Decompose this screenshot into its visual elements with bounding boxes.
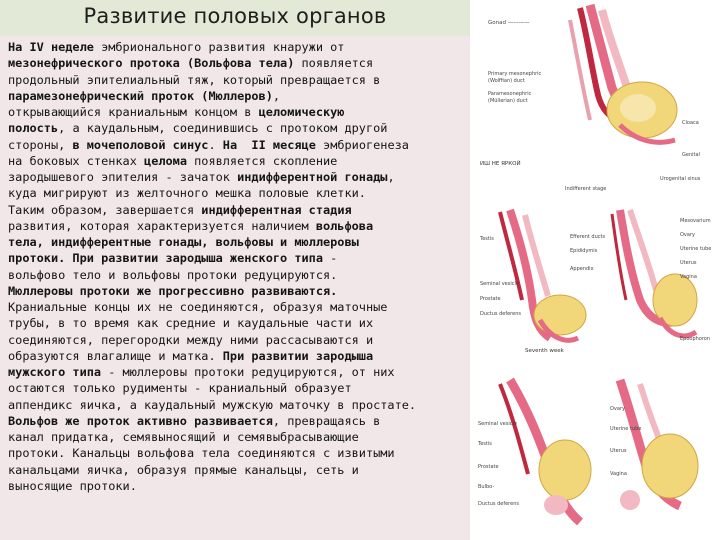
label-bulbourethral: Bulbo- bbox=[478, 484, 495, 490]
text-run: развития, которая характеризуется наличием bbox=[8, 218, 309, 233]
label-seminal-vesicle: Seminal vesicle bbox=[480, 281, 519, 287]
bold-text-run: На II месяце bbox=[222, 137, 316, 152]
figure-panel-male bbox=[479, 210, 605, 354]
label-ductus-deferens: Ductus deferens bbox=[480, 311, 521, 317]
label-genital-tubercle: Genital bbox=[682, 152, 700, 158]
label-ductus-deferens-2: Ductus deferens bbox=[478, 501, 519, 507]
label-seminal-vesicle-2: Seminal vesicle bbox=[478, 421, 517, 427]
title-bar bbox=[0, 0, 470, 36]
figure-panel-female bbox=[612, 210, 711, 342]
bold-text-run: парамезонефрический проток (Мюллеров) bbox=[8, 88, 273, 103]
text-run: эмбриогенеза на боковых стенках bbox=[8, 137, 409, 168]
text-run: появляется скопление зародышевого эпителия - зачаток bbox=[8, 153, 338, 184]
panel1-caption: ИШ НЕ ЯРКОЙ bbox=[480, 161, 521, 167]
body-paragraph bbox=[8, 39, 470, 494]
label-prostate-2: Prostate bbox=[478, 464, 499, 470]
label-testis-2: Testis bbox=[478, 441, 492, 447]
bold-text-run: вольфова тела, индифферентные гонады, вольфовы и мюллеровы протоки. При развитии зародыша женского типа bbox=[8, 218, 374, 266]
label-paramesonephric-duct: Paramesonephric bbox=[488, 91, 532, 97]
bold-text-run: индифферентной гонады bbox=[237, 170, 388, 184]
text-run: , открывающийся краниальным концом в bbox=[8, 88, 281, 119]
label-ovary-2: Ovary bbox=[610, 406, 625, 412]
label-mesonephric-duct: Primary mesonephric bbox=[488, 71, 542, 77]
label-appendix-testis: Appendix bbox=[570, 266, 594, 272]
label-efferent-ducts: Efferent ducts bbox=[570, 234, 606, 240]
text-run: эмбрионального развития кнаружи от bbox=[101, 40, 345, 54]
text-run: , превращаясь в канал придатка, семявыносящий и семявыбрасывающие протоки. Канальцы вольфова тела соединяются с извитыми канальцами яичка, образуя прямые канальцы, сеть и выносящие протоки. bbox=[8, 413, 395, 493]
panel2-caption: Seventh week bbox=[525, 348, 564, 354]
bold-text-run: При развитии зародыша мужского типа bbox=[8, 348, 374, 379]
label-gonad: Gonad ———— bbox=[488, 20, 530, 26]
svg-text:(Wolffian) duct: (Wolffian) duct bbox=[488, 78, 525, 84]
label-vagina-2: Vagina bbox=[610, 471, 627, 477]
label-uterus: Uterus bbox=[680, 260, 697, 266]
text-run: - вольфово тело и вольфовы протоки редуцируются. bbox=[8, 251, 338, 282]
text-run: , куда мигрируют из желточного мешка половые клетки. Таким образом, завершается bbox=[8, 170, 395, 217]
svg-text:(Müllerian) duct: (Müllerian) duct bbox=[488, 98, 528, 104]
bold-text-run: целомическую полость bbox=[8, 105, 345, 136]
label-mesovarium: Mesovarium bbox=[680, 218, 711, 224]
label-uterine-tube-2: Uterine tube bbox=[610, 426, 642, 432]
slide-title: Развитие половых органов bbox=[83, 4, 387, 28]
label-epididymis: Epididymis bbox=[570, 248, 598, 254]
bold-text-run: целома bbox=[144, 153, 187, 168]
text-run: , а каудальным, соединившись с протоком другой стороны, bbox=[8, 121, 388, 152]
text-run: . bbox=[208, 137, 223, 152]
label-urogenital-sinus: Urogenital sinus bbox=[660, 176, 701, 182]
label-uterine-tube: Uterine tube bbox=[680, 246, 712, 252]
figure-panel-adult bbox=[477, 380, 698, 522]
text-run: появляется продольный эпителиальный тяж, который превращается в bbox=[8, 56, 381, 87]
label-indifferent-stage: Indifferent stage bbox=[565, 186, 607, 192]
bold-text-run: На IV неделе bbox=[8, 40, 94, 54]
text-run: - мюллеровы протоки редуцируются, от них остаются только рудименты - краниальный образует аппендикс яичка, а каудальный мужскую маточку в простате. bbox=[8, 365, 417, 412]
label-testis: Testis bbox=[480, 236, 494, 242]
bold-text-run: в мочеполовой синус bbox=[72, 137, 209, 152]
label-prostate: Prostate bbox=[480, 296, 501, 302]
bold-text-run: Мюллеровы протоки же прогрессивно развиваются. bbox=[8, 283, 338, 298]
bold-text-run: Вольфов же проток активно развивается bbox=[8, 413, 273, 428]
figure-panel-indifferent bbox=[480, 5, 701, 192]
label-ovary: Ovary bbox=[680, 232, 695, 238]
bold-text-run: мезонефрического протока (Вольфова тела) bbox=[8, 56, 295, 71]
embryology-figure bbox=[470, 0, 720, 540]
bold-text-run: индифферентная стадия bbox=[201, 202, 352, 217]
label-epoophoron: Epoophoron bbox=[680, 336, 711, 342]
text-run: Краниальные концы их не соединяются, образуя маточные трубы, в то время как средние и каудальные части их соединяются, перегородки между ними рассасываются и образуются влагалище и матка. bbox=[8, 300, 388, 363]
label-uterus-2: Uterus bbox=[610, 448, 627, 454]
label-cloaca: Cloaca bbox=[682, 120, 699, 126]
label-vagina: Vagina bbox=[680, 274, 697, 280]
